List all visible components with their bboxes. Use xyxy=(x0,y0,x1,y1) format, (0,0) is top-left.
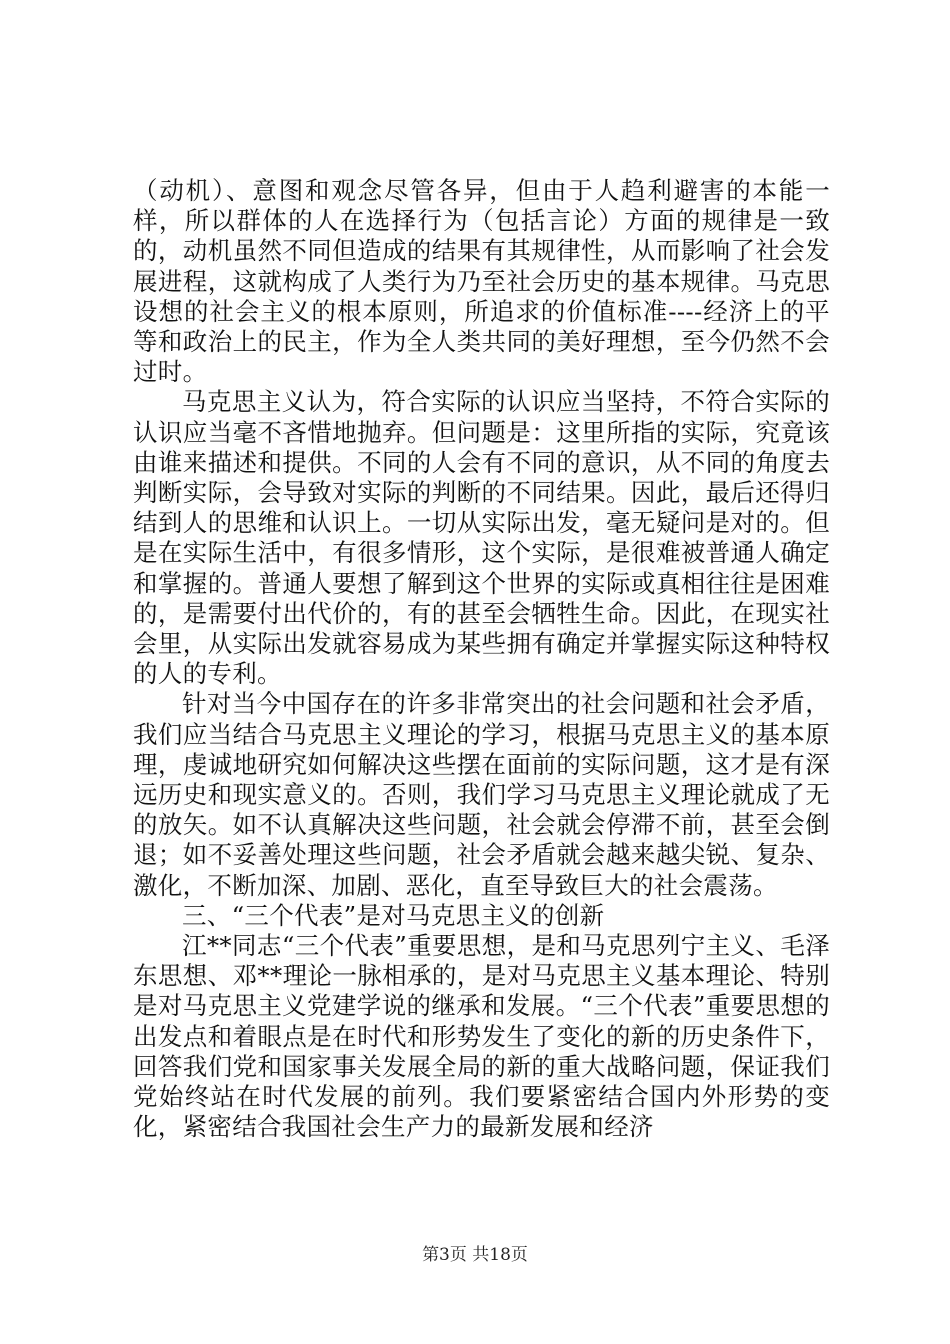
paragraph-4: 江**同志“三个代表”重要思想，是和马克思列宁主义、毛泽东思想、邓**理论一脉相承的，是对马克思主义基本理论、特别是对马克思主义党建学说的继承和发展。“三个代表”重要思想的出发点和着眼点是在时代和形势发生了变化的新的历史条件下，回答我们党和国家事关发展全局的新的重大战略问题，保证我们党始终站在时代发展的前列。我们要紧密结合国内外形势的变化，紧密结合我国社会生产力的最新发展和经济 xyxy=(133,931,830,1142)
paragraph-1: （动机）、意图和观念尽管各异，但由于人趋利避害的本能一样，所以群体的人在选择行为（包括言论）方面的规律是一致的，动机虽然不同但造成的结果有其规律性，从而影响了社会发展进程，这就构成了人类行为乃至社会历史的基本规律。马克思设想的社会主义的根本原则，所追求的价值标准----经济上的平等和政治上的民主，作为全人类共同的美好理想，至今仍然不会过时。 xyxy=(133,176,830,387)
paragraph-2: 马克思主义认为，符合实际的认识应当坚持，不符合实际的认识应当毫不吝惜地抛弃。但问题是：这里所指的实际，究竟该由谁来描述和提供。不同的人会有不同的意识，从不同的角度去判断实际，会导致对实际的判断的不同结果。因此，最后还得归结到人的思维和认识上。一切从实际出发，毫无疑问是对的。但是在实际生活中，有很多情形，这个实际，是很难被普通人确定和掌握的。普通人要想了解到这个世界的实际或真相往往是困难的，是需要付出代价的，有的甚至会牺牲生命。因此，在现实社会里，从实际出发就容易成为某些拥有确定并掌握实际这种特权的人的专利。 xyxy=(133,387,830,689)
paragraph-3: 针对当今中国存在的许多非常突出的社会问题和社会矛盾，我们应当结合马克思主义理论的学习，根据马克思主义的基本原理，虔诚地研究如何解决这些摆在面前的实际问题，这才是有深远历史和现实意义的。否则，我们学习马克思主义理论就成了无的放矢。如不认真解决这些问题，社会就会停滞不前，甚至会倒退；如不妥善处理这些问题，社会矛盾就会越来越尖锐、复杂、激化，不断加深、加剧、恶化，直至导致巨大的社会震荡。 xyxy=(133,689,830,900)
document-body xyxy=(133,176,830,1143)
page-number: 第3页 共18页 xyxy=(422,1245,528,1265)
section-heading: 三、“三个代表”是对马克思主义的创新 xyxy=(182,900,605,930)
